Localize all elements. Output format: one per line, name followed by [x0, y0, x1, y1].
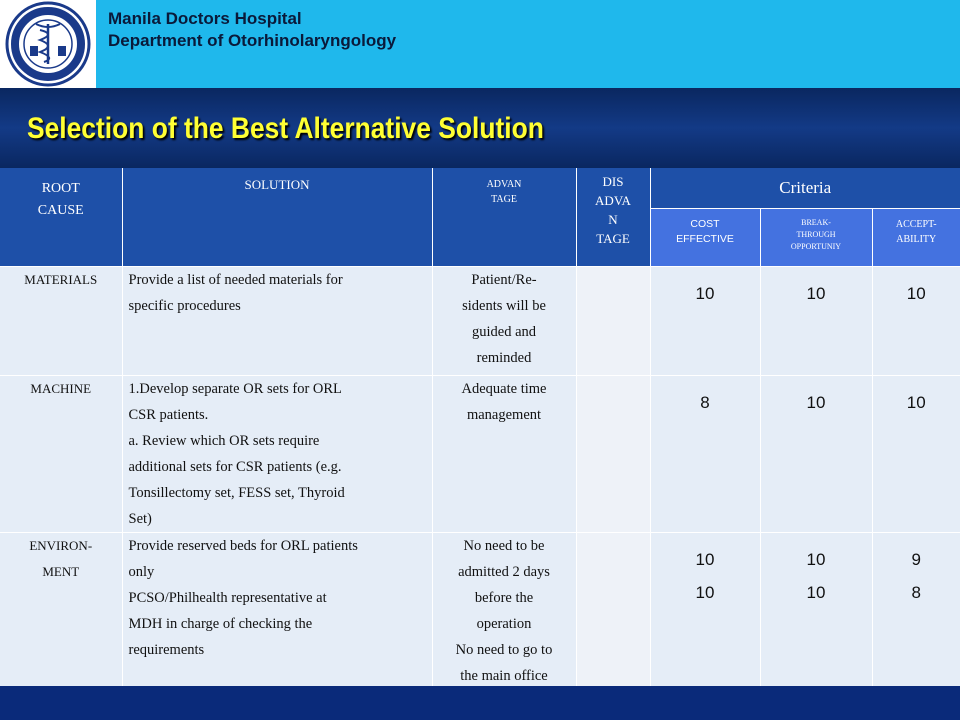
acceptability-score: 10 [872, 267, 960, 376]
root-cause-cell: ENVIRON- MENT [0, 533, 122, 691]
solution-cell: Provide a list of needed materials for specific procedures [122, 267, 432, 376]
table-row [0, 267, 960, 376]
breakthrough-score: 10 [760, 267, 872, 376]
table-row [0, 376, 960, 533]
header-disadvantage: DIS ADVA N TAGE [576, 168, 650, 267]
disadvantage-cell [576, 267, 650, 376]
breakthrough-score: 10 10 [760, 533, 872, 691]
solution-cell: 1.Develop separate OR sets for ORL CSR patients. a. Review which OR sets require additional sets for CSR patients (e.g. Tonsillectomy set, FESS set, Thyroid Set) [122, 376, 432, 533]
hospital-heading [108, 8, 396, 52]
header-advantage: ADVAN TAGE [432, 168, 576, 267]
advantage-cell: Adequate time management [432, 376, 576, 533]
acceptability-score: 9 8 [872, 533, 960, 691]
advantage-cell: Patient/Re- sidents will be guided and reminded [432, 267, 576, 376]
header-solution: SOLUTION [122, 168, 432, 267]
breakthrough-score: 10 [760, 376, 872, 533]
solution-cell: Provide reserved beds for ORL patients only PCSO/Philhealth representative at MDH in charge of checking the requirements [122, 533, 432, 691]
disadvantage-cell [576, 533, 650, 691]
slide-title: Selection of the Best Alternative Solution [27, 112, 544, 145]
disadvantage-cell [576, 376, 650, 533]
header-acceptability: ACCEPT- ABILITY [872, 209, 960, 267]
hospital-logo [0, 0, 96, 88]
cost-effective-score: 8 [650, 376, 760, 533]
hospital-seal-icon [0, 0, 96, 88]
department-name: Department of Otorhinolaryngology [108, 31, 397, 50]
header-root-cause: ROOT CAUSE [0, 168, 122, 267]
alternatives-table [0, 168, 960, 691]
footer-bar [0, 686, 960, 720]
acceptability-score: 10 [872, 376, 960, 533]
header-criteria: Criteria [650, 168, 960, 209]
advantage-cell: No need to be admitted 2 days before the operation No need to go to the main office [432, 533, 576, 691]
root-cause-cell: MACHINE [0, 376, 122, 533]
root-cause-cell: MATERIALS [0, 267, 122, 376]
cost-effective-score: 10 10 [650, 533, 760, 691]
table-row [0, 533, 960, 691]
hospital-name: Manila Doctors Hospital [108, 9, 302, 28]
cost-effective-score: 10 [650, 267, 760, 376]
header-cost-effective: COST EFFECTIVE [650, 209, 760, 267]
header-breakthrough: BREAK- THROUGH OPPORTUNIY [760, 209, 872, 267]
